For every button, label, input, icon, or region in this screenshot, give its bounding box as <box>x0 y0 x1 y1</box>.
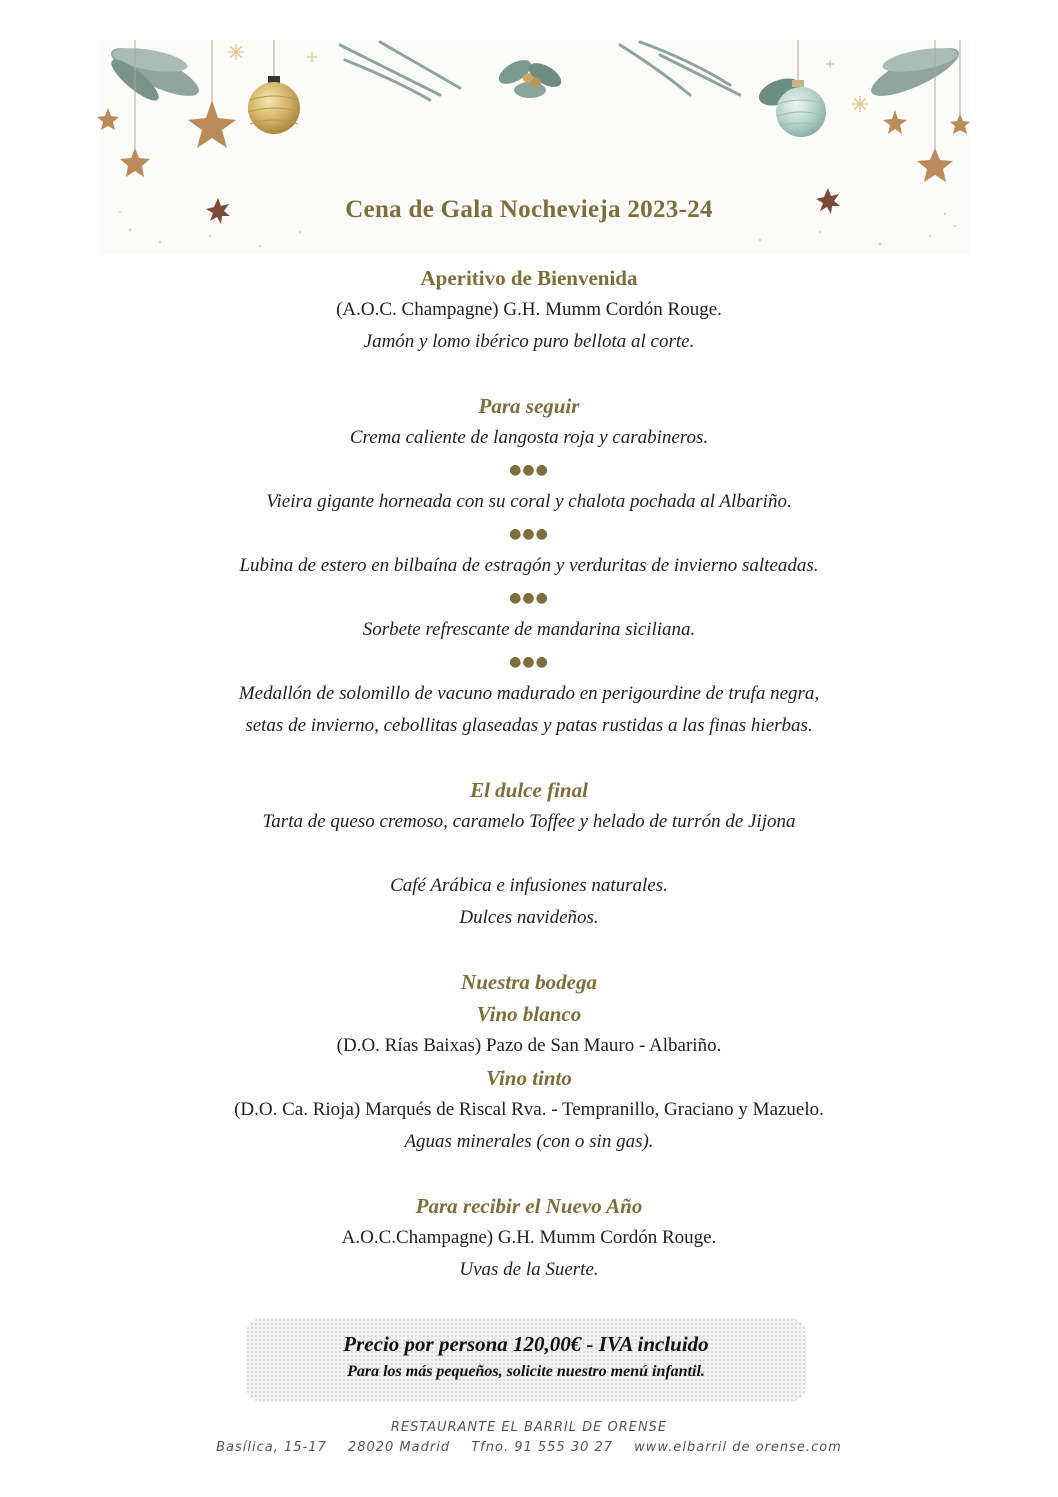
section-heading-seguir: Para seguir <box>478 394 580 418</box>
menu-item: Uvas de la Suerte. <box>459 1259 599 1280</box>
wine-item: (D.O. Ca. Rioja) Marqués de Riscal Rva. - Tempranillo, Graciano y Mazuelo. <box>234 1099 824 1120</box>
menu-item: (A.O.C. Champagne) G.H. Mumm Cordón Rouge. <box>336 299 722 320</box>
restaurant-name: RESTAURANTE EL BARRIL DE ORENSE <box>390 1420 668 1435</box>
dish-separator: ●●● <box>509 462 549 478</box>
dish-separator: ●●● <box>509 654 549 670</box>
city: 28020 Madrid <box>347 1440 451 1455</box>
menu-item: Medallón de solomillo de vacuno madurado en perigourdine de trufa negra, <box>238 683 820 704</box>
menu-item: Dulces navideños. <box>459 907 599 928</box>
footer <box>0 1418 1058 1458</box>
address: Basílica, 15-17 <box>216 1440 327 1455</box>
dish-separator: ●●● <box>509 526 549 542</box>
section-heading-dulce: El dulce final <box>470 778 588 802</box>
section-heading-nuevo-ano: Para recibir el Nuevo Año <box>415 1194 643 1218</box>
kids-menu-note: Para los más pequeños, solicite nuestro menú infantil. <box>347 1363 705 1380</box>
menu-item: Crema caliente de langosta roja y carabineros. <box>349 427 709 448</box>
menu-item: Aguas minerales (con o sin gas). <box>404 1131 654 1152</box>
wine-item: (D.O. Rías Baixas) Pazo de San Mauro - Albariño. <box>336 1035 722 1056</box>
phone: Tfno. 91 555 30 27 <box>471 1440 614 1455</box>
section-heading-bodega: Nuestra bodega <box>461 970 597 994</box>
page-title: Cena de Gala Nochevieja 2023-24 <box>345 196 713 223</box>
menu-item: Lubina de estero en bilbaína de estragón y verduritas de invierno salteadas. <box>239 555 819 576</box>
menu-item: Tarta de queso cremoso, caramelo Toffee y helado de turrón de Jijona <box>262 811 796 832</box>
subheading-vino-blanco: Vino blanco <box>476 1002 582 1026</box>
menu-item: Sorbete refrescante de mandarina siciliana. <box>362 619 696 640</box>
subheading-vino-tinto: Vino tinto <box>486 1066 572 1090</box>
website-link[interactable]: www.elbarril de orense.com <box>634 1440 842 1455</box>
menu-item: setas de invierno, cebollitas glaseadas y patas rustidas a las finas hierbas. <box>245 715 813 736</box>
price-text: Precio por persona 120,00€ - IVA incluido <box>343 1332 709 1356</box>
menu-item: Café Arábica e infusiones naturales. <box>390 875 668 896</box>
contact-line <box>0 1438 1058 1458</box>
menu-item: Vieira gigante horneada con su coral y chalota pochada al Albariño. <box>266 491 792 512</box>
dish-separator: ●●● <box>509 590 549 606</box>
section-heading-aperitivo: Aperitivo de Bienvenida <box>420 266 638 290</box>
menu-body <box>0 262 1058 1286</box>
menu-item: A.O.C.Champagne) G.H. Mumm Cordón Rouge. <box>341 1227 717 1248</box>
menu-item: Jamón y lomo ibérico puro bellota al corte. <box>363 331 695 352</box>
price-box <box>246 1318 806 1402</box>
